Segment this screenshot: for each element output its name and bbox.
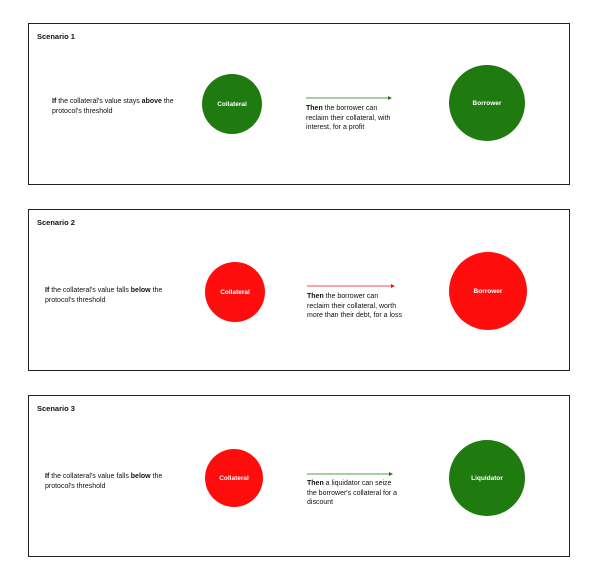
collateral-label: Collateral — [217, 100, 247, 108]
condition-emphasis: above — [141, 98, 162, 105]
scenario-2-panel — [28, 209, 570, 371]
outcome-text — [306, 104, 401, 133]
flow-arrow — [307, 284, 395, 285]
outcome-text — [307, 479, 402, 508]
condition-text — [45, 286, 185, 305]
collateral-label: Collateral — [219, 474, 249, 482]
borrower-node — [449, 65, 525, 141]
condition-lead: If — [45, 287, 50, 294]
outcome-text — [307, 292, 402, 321]
scenario-1-panel — [28, 23, 570, 185]
collateral-label: Collateral — [220, 288, 250, 296]
condition-tail: the protocol's threshold — [45, 287, 163, 304]
scenario-title: Scenario 2 — [37, 218, 75, 227]
collateral-node — [205, 449, 263, 507]
borrower-label: Borrower — [472, 99, 502, 107]
liquidator-label: Liquidator — [471, 474, 503, 482]
outcome-lead: Then — [307, 480, 324, 487]
collateral-node — [205, 262, 265, 322]
outcome-rest: the borrower can reclaim their collateral, worth more than their debt, for a loss — [307, 293, 402, 319]
condition-text — [52, 97, 192, 116]
condition-middle: the collateral's value stays — [56, 98, 142, 105]
condition-tail: the protocol's threshold — [45, 473, 163, 490]
outcome-lead: Then — [306, 105, 323, 112]
condition-tail: the protocol's threshold — [52, 98, 174, 115]
condition-emphasis: below — [130, 287, 151, 294]
scenario-title: Scenario 3 — [37, 404, 75, 413]
flow-arrow — [306, 96, 392, 97]
condition-middle: the collateral's value falls — [49, 287, 131, 294]
outcome-rest: the borrower can reclaim their collateral, with interest, for a profit — [306, 105, 391, 131]
liquidator-node — [449, 440, 525, 516]
borrower-label: Borrower — [473, 287, 503, 295]
condition-emphasis: below — [130, 473, 151, 480]
flow-arrow — [307, 472, 393, 473]
borrower-node — [449, 252, 527, 330]
outcome-lead: Then — [307, 293, 324, 300]
condition-lead: If — [45, 473, 50, 480]
scenario-3-panel — [28, 395, 570, 557]
scenario-title: Scenario 1 — [37, 32, 75, 41]
condition-text — [45, 472, 185, 491]
condition-middle: the collateral's value falls — [49, 473, 131, 480]
outcome-rest: a liquidator can seize the borrower's collateral for a discount — [307, 480, 398, 506]
condition-lead: If — [52, 98, 57, 105]
collateral-node — [202, 74, 262, 134]
